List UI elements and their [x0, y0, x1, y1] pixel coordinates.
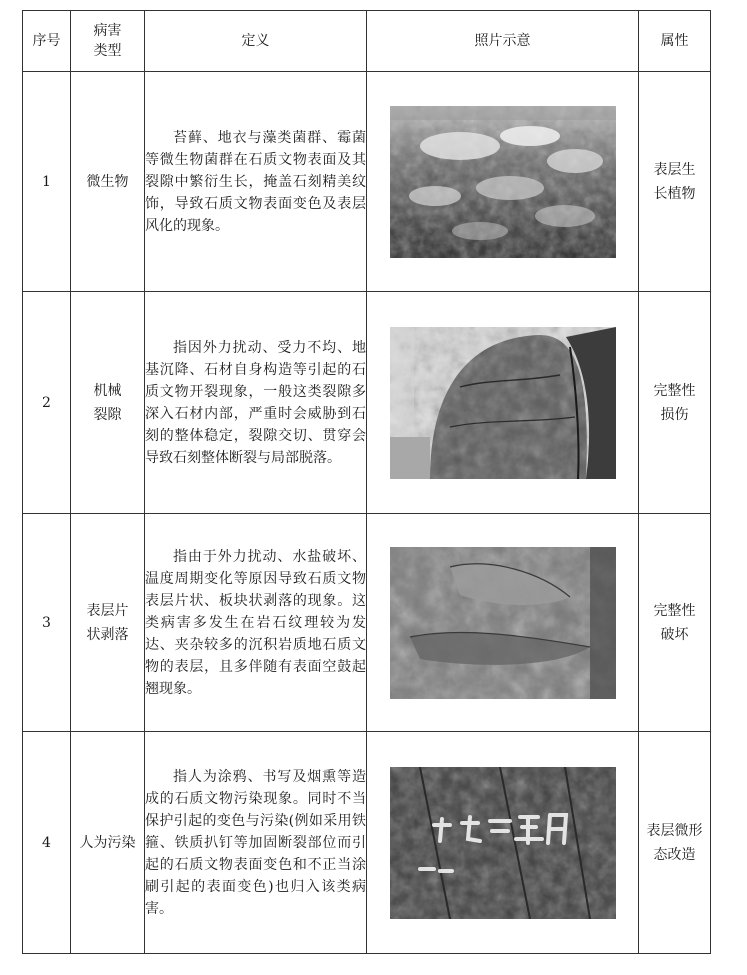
row-photo: [367, 732, 639, 954]
disease-table: [22, 10, 711, 954]
row-attribute: [639, 732, 711, 954]
row-type-line: 机械: [93, 382, 122, 399]
row-definition: [145, 292, 367, 514]
row-definition: [145, 732, 367, 954]
row-photo: [367, 72, 639, 292]
attribute-line: 完整性: [653, 602, 696, 619]
row-type-line: 微生物: [86, 173, 129, 190]
row-attribute: [639, 72, 711, 292]
table-row: [23, 514, 711, 732]
row-index: 4: [23, 732, 71, 954]
header-index: 序号: [23, 11, 71, 72]
photo-mechanical-crack: [390, 327, 616, 479]
photo-microorganism: [390, 106, 616, 258]
row-index: 1: [23, 72, 71, 292]
row-index: 2: [23, 292, 71, 514]
definition-text: 指由于外力扰动、水盐破坏、温度周期变化等原因导致石质文物表层片状、板块状剥落的现象。这类病害多发生在岩石纹理较为发达、夹杂较多的沉积岩质地石质文物的表层，且多伴随有表面空鼓起翘现象。: [145, 548, 366, 697]
photo-graffiti: [390, 767, 616, 919]
row-definition: [145, 72, 367, 292]
photo-flaking: [390, 547, 616, 699]
attribute-line: 表层微形: [646, 822, 703, 839]
row-index: 3: [23, 514, 71, 732]
attribute-line: 表层生: [653, 161, 696, 178]
row-attribute: [639, 292, 711, 514]
header-row: [23, 11, 711, 72]
header-type-line2: 类型: [93, 43, 122, 59]
definition-text: 指人为涂鸦、书写及烟熏等造成的石质文物污染现象。同时不当保护引起的变色与污染(例如采用铁箍、铁质扒钉等加固断裂部位而引起的石质文物表面变色和不正当涂刷引起的表面变色)也归入该类病害。: [145, 768, 366, 917]
row-type: [71, 72, 145, 292]
row-type-line: 人为污染: [79, 834, 136, 851]
row-type: [71, 292, 145, 514]
attribute-line: 态改造: [653, 846, 696, 863]
header-attribute: 属性: [639, 11, 711, 72]
row-photo: [367, 514, 639, 732]
flaking-surface-photo: [390, 547, 616, 699]
row-type: [71, 732, 145, 954]
row-definition: [145, 514, 367, 732]
header-type-line1: 病害: [93, 23, 122, 39]
row-type-line: 裂隙: [93, 406, 122, 423]
graffiti-rock-photo: [390, 767, 616, 919]
definition-text: 苔藓、地衣与藻类菌群、霉菌等微生物菌群在石质文物表面及其裂隙中繁衍生长，掩盖石刻精美纹饰，导致石质文物表面变色及表层风化的现象。: [145, 129, 366, 234]
header-photo: 照片示意: [367, 11, 639, 72]
table-row: [23, 732, 711, 954]
row-type-line: 表层片: [86, 602, 129, 619]
table-row: [23, 72, 711, 292]
row-type-line: 状剥落: [86, 626, 129, 643]
attribute-line: 完整性: [653, 382, 696, 399]
header-definition: 定义: [145, 11, 367, 72]
attribute-line: 损伤: [660, 406, 689, 423]
header-type: [71, 11, 145, 72]
row-attribute: [639, 514, 711, 732]
definition-text: 指因外力扰动、受力不均、地基沉降、石材自身构造等引起的石质文物开裂现象，一般这类裂隙多深入石材内部，严重时会威胁到石刻的整体稳定，裂隙交切、贯穿会导致石刻整体断裂与局部脱落。: [145, 339, 366, 466]
table-row: [23, 292, 711, 514]
cracked-boulder-photo: [390, 327, 616, 479]
row-photo: [367, 292, 639, 514]
row-type: [71, 514, 145, 732]
attribute-line: 破坏: [660, 626, 689, 643]
lichen-rock-photo: [390, 106, 616, 258]
attribute-line: 长植物: [653, 185, 696, 202]
